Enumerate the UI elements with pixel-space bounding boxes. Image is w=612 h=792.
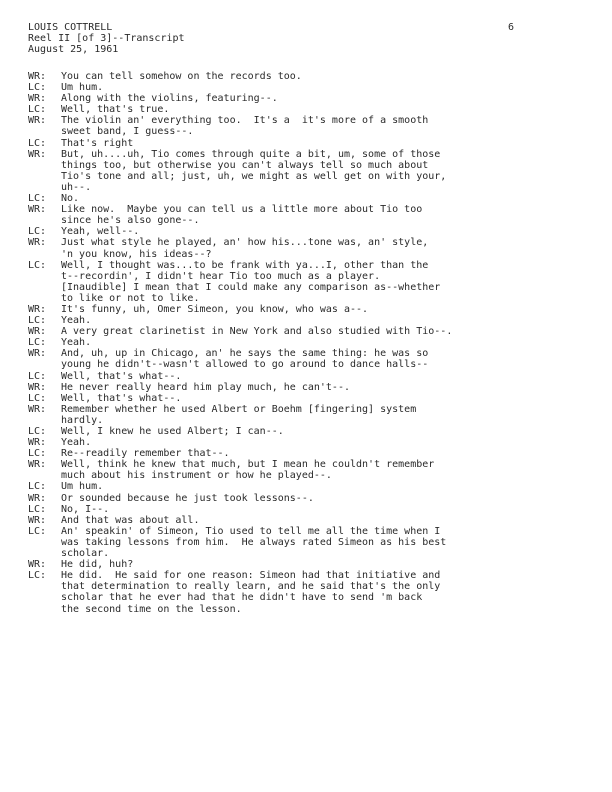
utterance-line: Yeah. [61,315,92,327]
utterance [61,459,584,481]
dialogue-turn [28,526,584,559]
utterance [61,260,584,304]
utterance-line: Just what style he played, an' how his...tone was, an' style, [61,237,429,249]
utterance-line: scholar that he ever had that he didn't have to send 'm back [61,592,423,604]
utterance-line: was taking lessons from him. He always rated Simeon as his best [61,536,447,548]
page-number: 6 [508,22,515,33]
utterance-line: He never really heard him play much, he can't--. [61,381,350,393]
utterance [61,93,584,104]
utterance-line: t--recordin', I didn't hear Tio too much as a player. [61,270,381,282]
utterance-line: young he didn't--wasn't allowed to go around to dance halls-- [61,359,429,371]
utterance [61,570,584,614]
dialogue-turn [28,348,584,370]
utterance-line: Like now. Maybe you can tell us a little more about Tio too [61,204,423,216]
utterance [61,138,584,149]
utterance [61,559,584,570]
dialogue-turn [28,371,584,382]
utterance-line: Re--readily remember that--. [61,448,230,460]
speaker-label: LC: [28,370,47,382]
utterance-line: Yeah. [61,337,92,349]
speaker-label: WR: [28,559,47,571]
utterance [61,115,584,137]
speaker-label: LC: [28,481,47,493]
utterance-line: to like or not to like. [61,292,200,304]
utterance-line: Well, I thought was...to be frank with ya...I, other than the [61,259,429,271]
reel-label: Reel II [of 3]--Transcript [28,33,185,44]
speaker-label: WR: [28,326,47,338]
dialogue-turn [28,448,584,459]
dialogue-turn [28,260,584,304]
utterance [61,337,584,348]
utterance-line: that determination to really learn, and he said that's the only [61,581,441,593]
utterance-line: Well, that's what--. [61,370,182,382]
utterance-line: Yeah. [61,437,92,449]
dialogue-turn [28,426,584,437]
utterance-line: Well, that's what--. [61,392,182,404]
utterance [61,149,584,193]
utterance [61,481,584,492]
dialogue-turn [28,504,584,515]
speaker-label: WR: [28,93,47,105]
dialogue-turn [28,437,584,448]
dialogue-turn [28,226,584,237]
speaker-label: LC: [28,448,47,460]
speaker-label: LC: [28,315,47,327]
speaker-label: LC: [28,392,47,404]
utterance-line: You can tell somehow on the records too. [61,71,302,82]
utterance [61,226,584,237]
utterance-line: Well, I knew he used Albert; I can--. [61,426,284,437]
utterance-line: He did, huh? [61,559,134,571]
utterance [61,326,584,337]
utterance-line: uh--. [61,181,92,193]
dialogue-turn [28,337,584,348]
utterance-line: 'n you know, his ideas--? [61,248,212,260]
dialogue-turn [28,570,584,614]
speaker-label: LC: [28,104,47,116]
transcript-body [28,71,584,615]
utterance-line: since he's also gone--. [61,215,200,227]
utterance [61,193,584,204]
speaker-label: LC: [28,426,47,437]
utterance-line: scholar. [61,548,110,560]
utterance [61,348,584,370]
utterance [61,71,584,82]
speaker-label: WR: [28,348,47,360]
speaker-label: LC: [28,137,47,149]
dialogue-turn [28,382,584,393]
dialogue-turn [28,193,584,204]
utterance [61,504,584,515]
utterance-line: Well, that's true. [61,104,170,116]
utterance-line: much about his instrument or how he played--. [61,470,332,482]
utterance-line: No, I--. [61,503,110,515]
dialogue-turn [28,115,584,137]
utterance-line: Um hum. [61,481,104,493]
utterance [61,526,584,559]
utterance [61,393,584,404]
interviewee-name: LOUIS COTTRELL [28,22,113,33]
dialogue-turn [28,104,584,115]
utterance [61,304,584,315]
dialogue-turn [28,326,584,337]
utterance-line: Um hum. [61,82,104,94]
speaker-label: WR: [28,403,47,415]
utterance [61,448,584,459]
utterance-line: And, uh, up in Chicago, an' he says the same thing: he was so [61,348,429,360]
utterance-line: [Inaudible] I mean that I could make any comparison as--whether [61,281,441,293]
speaker-label: WR: [28,514,47,526]
utterance-line: The violin an' everything too. It's a it's more of a smooth [61,115,429,127]
speaker-label: LC: [28,337,47,349]
speaker-label: WR: [28,381,47,393]
speaker-label: LC: [28,570,47,582]
dialogue-turn [28,515,584,526]
dialogue-turn [28,204,584,226]
speaker-label: LC: [28,259,47,271]
speaker-label: WR: [28,148,47,160]
utterance-line: sweet band, I guess--. [61,126,194,138]
speaker-label: WR: [28,437,47,449]
page-header [28,22,185,55]
utterance [61,515,584,526]
utterance-line: hardly. [61,414,104,426]
utterance [61,493,584,504]
utterance-line: And that was about all. [61,514,200,526]
dialogue-turn [28,393,584,404]
utterance-line: Well, think he knew that much, but I mean he couldn't remember [61,459,435,471]
interview-date: August 25, 1961 [28,44,119,55]
utterance [61,437,584,448]
utterance [61,82,584,93]
dialogue-turn [28,82,584,93]
speaker-label: WR: [28,237,47,249]
speaker-label: WR: [28,492,47,504]
utterance-line: Or sounded because he just took lessons--. [61,492,314,504]
speaker-label: WR: [28,459,47,471]
speaker-label: LC: [28,193,47,205]
utterance [61,371,584,382]
utterance-line: Along with the violins, featuring--. [61,93,278,105]
utterance [61,382,584,393]
dialogue-turn [28,93,584,104]
speaker-label: LC: [28,82,47,94]
speaker-label: LC: [28,525,47,537]
utterance-line: things too, but otherwise you can't always tell so much about [61,159,429,171]
dialogue-turn [28,481,584,492]
utterance [61,204,584,226]
speaker-label: WR: [28,303,47,315]
speaker-label: WR: [28,115,47,127]
utterance [61,426,584,437]
utterance-line: No. [61,193,80,205]
speaker-label: LC: [28,503,47,515]
utterance-line: A very great clarinetist in New York and also studied with Tio--. [61,326,453,338]
dialogue-turn [28,237,584,259]
utterance-line: It's funny, uh, Omer Simeon, you know, who was a--. [61,303,369,315]
utterance [61,104,584,115]
speaker-label: WR: [28,71,47,82]
dialogue-turn [28,315,584,326]
dialogue-turn [28,459,584,481]
speaker-label: WR: [28,204,47,216]
dialogue-turn [28,304,584,315]
utterance-line: the second time on the lesson. [61,603,242,615]
utterance-line: That's right [61,137,134,149]
speaker-label: LC: [28,226,47,238]
utterance [61,404,584,426]
utterance-line: An' speakin' of Simeon, Tio used to tell me all the time when I [61,525,441,537]
utterance-line: But, uh....uh, Tio comes through quite a bit, um, some of those [61,148,441,160]
utterance-line: Yeah, well--. [61,226,140,238]
utterance-line: Tio's tone and all; just, uh, we might as well get on with your, [61,170,447,182]
dialogue-turn [28,559,584,570]
utterance [61,315,584,326]
dialogue-turn [28,149,584,193]
dialogue-turn [28,404,584,426]
dialogue-turn [28,493,584,504]
utterance-line: He did. He said for one reason: Simeon had that initiative and [61,570,441,582]
dialogue-turn [28,71,584,82]
dialogue-turn [28,138,584,149]
utterance-line: Remember whether he used Albert or Boehm [fingering] system [61,403,417,415]
utterance [61,237,584,259]
